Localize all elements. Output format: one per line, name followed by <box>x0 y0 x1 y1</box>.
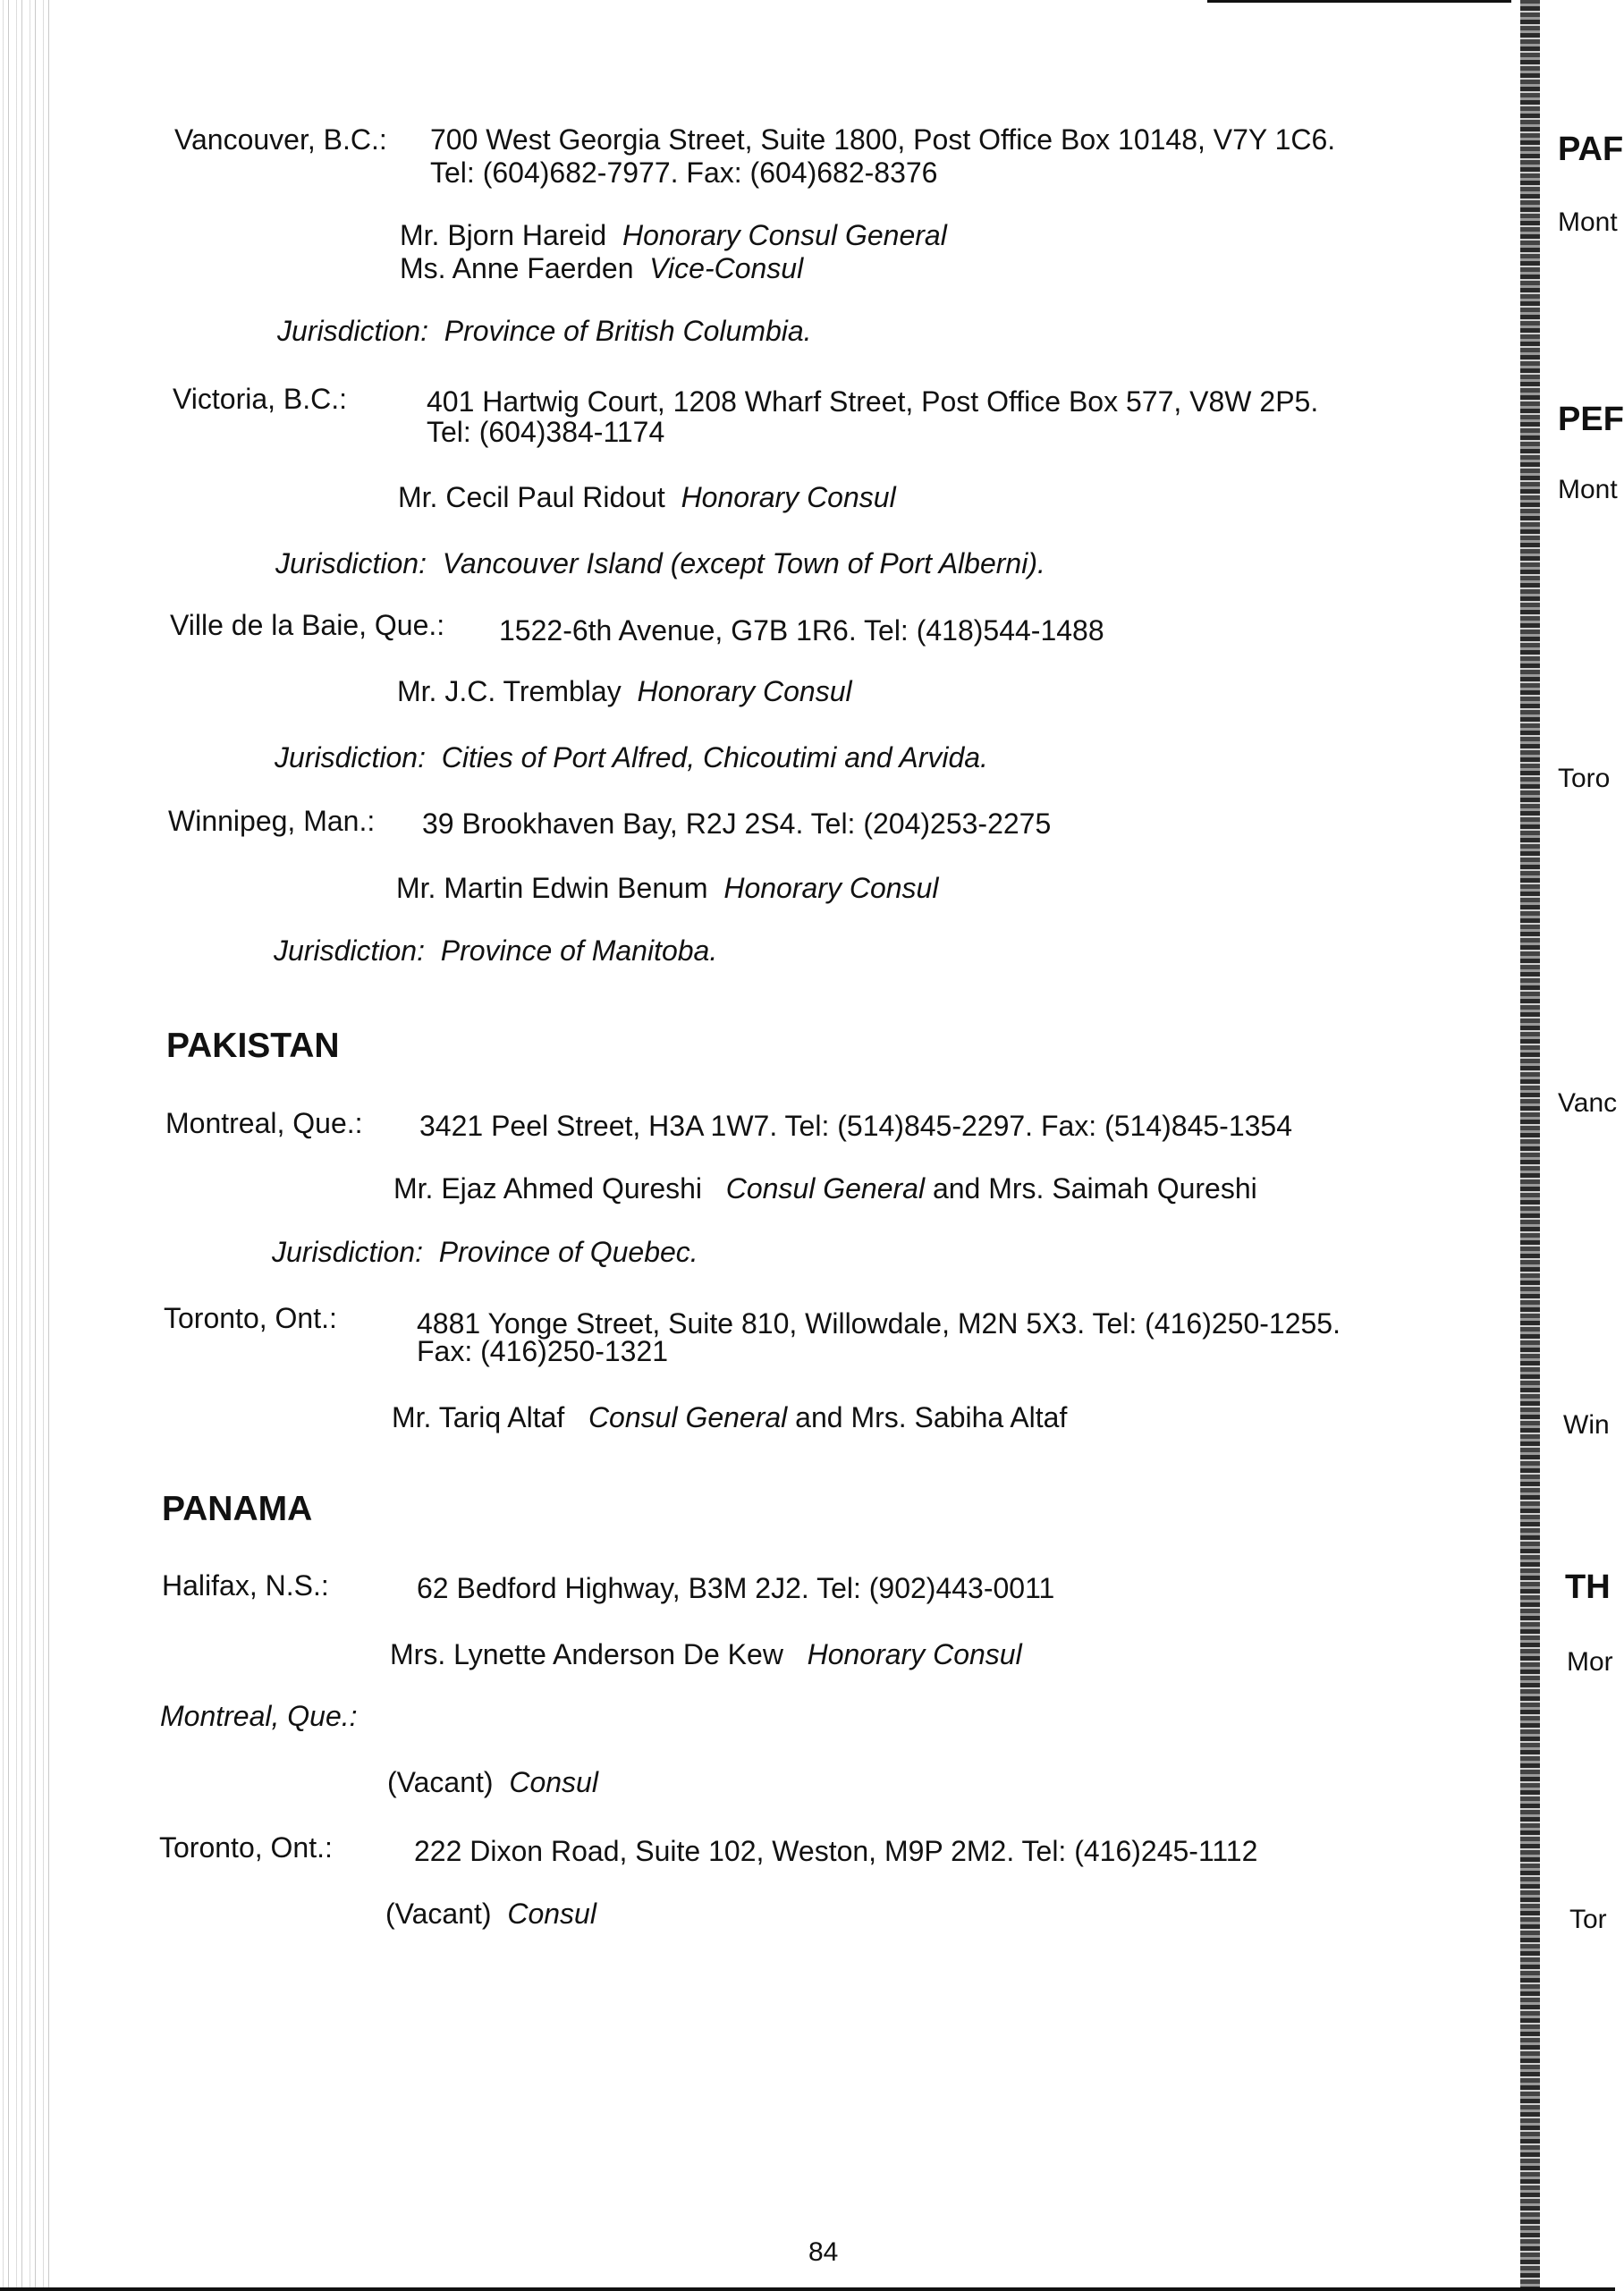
pakistan-toronto-address-2: Fax: (416)250-1321 <box>417 1335 669 1367</box>
winnipeg-city: Winnipeg, Man.: <box>168 805 376 837</box>
right-fragment-heading-1: PAF <box>1558 131 1624 168</box>
pakistan-toronto-city: Toronto, Ont.: <box>164 1302 337 1334</box>
victoria-address-2: Tel: (604)384-1174 <box>427 416 665 448</box>
right-fragment-6: Mor <box>1567 1647 1613 1677</box>
ville-de-la-baie-person: Mr. J.C. Tremblay Honorary Consul <box>397 675 852 707</box>
pakistan-toronto-person: Mr. Tariq Altaf Consul General and Mrs. Sabiha Altaf <box>392 1401 1068 1433</box>
panama-montreal-person: (Vacant) Consul <box>387 1766 598 1798</box>
pakistan-montreal-person: Mr. Ejaz Ahmed Qureshi Consul General and Mrs. Saimah Qureshi <box>393 1172 1257 1205</box>
winnipeg-person: Mr. Martin Edwin Benum Honorary Consul <box>396 872 939 904</box>
panama-halifax-person: Mrs. Lynette Anderson De Kew Honorary Consul <box>390 1638 1022 1670</box>
victoria-city: Victoria, B.C.: <box>173 383 348 415</box>
right-fragment-5: Win <box>1563 1410 1610 1440</box>
panama-heading: PANAMA <box>162 1490 313 1528</box>
pakistan-heading: PAKISTAN <box>166 1027 340 1065</box>
panama-toronto-address: 222 Dixon Road, Suite 102, Weston, M9P 2M2. Tel: (416)245-1112 <box>414 1835 1258 1867</box>
pakistan-montreal-city: Montreal, Que.: <box>165 1107 363 1139</box>
vancouver-person-1: Mr. Bjorn Hareid Honorary Consul General <box>400 219 947 251</box>
right-fragment-2: Mont <box>1558 475 1618 504</box>
right-fragment-heading-3: TH <box>1565 1568 1611 1606</box>
winnipeg-address: 39 Brookhaven Bay, R2J 2S4. Tel: (204)253-2275 <box>422 807 1052 840</box>
vancouver-person-2: Ms. Anne Faerden Vice-Consul <box>400 252 804 284</box>
ville-de-la-baie-address: 1522-6th Avenue, G7B 1R6. Tel: (418)544-1488 <box>499 614 1104 647</box>
pakistan-montreal-jurisdiction: Jurisdiction: Province of Quebec. <box>272 1236 698 1268</box>
ville-de-la-baie-city: Ville de la Baie, Que.: <box>170 609 445 641</box>
right-fragment-7: Tor <box>1569 1905 1607 1934</box>
pakistan-toronto-address-1: 4881 Yonge Street, Suite 810, Willowdale, M2N 5X3. Tel: (416)250-1255. <box>417 1307 1341 1340</box>
winnipeg-jurisdiction: Jurisdiction: Province of Manitoba. <box>274 934 718 967</box>
vancouver-address-1: 700 West Georgia Street, Suite 1800, Post Office Box 10148, V7Y 1C6. <box>430 123 1336 156</box>
panama-halifax-address: 62 Bedford Highway, B3M 2J2. Tel: (902)443-0011 <box>417 1572 1055 1604</box>
scan-left-edge <box>0 0 54 2291</box>
right-fragment-heading-2: PEF <box>1558 401 1624 438</box>
right-fragment-4: Vanc <box>1558 1088 1618 1118</box>
victoria-person: Mr. Cecil Paul Ridout Honorary Consul <box>398 481 896 513</box>
vancouver-jurisdiction: Jurisdiction: Province of British Columbia. <box>277 315 812 347</box>
panama-montreal-city: Montreal, Que.: <box>160 1700 358 1732</box>
right-fragment-1: Mont <box>1558 207 1618 237</box>
panama-toronto-person: (Vacant) Consul <box>385 1898 596 1930</box>
vancouver-city: Vancouver, B.C.: <box>174 123 387 156</box>
victoria-jurisdiction: Jurisdiction: Vancouver Island (except Town of Port Alberni). <box>275 547 1045 579</box>
book-spine <box>1520 0 1540 2291</box>
vancouver-address-2: Tel: (604)682-7977. Fax: (604)682-8376 <box>430 156 938 189</box>
victoria-address-1: 401 Hartwig Court, 1208 Wharf Street, Post Office Box 577, V8W 2P5. <box>427 385 1319 418</box>
right-fragment-3: Toro <box>1558 764 1611 793</box>
bottom-rule <box>0 2287 1615 2291</box>
panama-halifax-city: Halifax, N.S.: <box>162 1569 329 1602</box>
pakistan-montreal-address: 3421 Peel Street, H3A 1W7. Tel: (514)845-2297. Fax: (514)845-1354 <box>419 1110 1293 1142</box>
ville-de-la-baie-jurisdiction: Jurisdiction: Cities of Port Alfred, Chicoutimi and Arvida. <box>275 741 988 774</box>
top-rule <box>1207 0 1511 3</box>
panama-toronto-city: Toronto, Ont.: <box>159 1831 333 1864</box>
page-number: 84 <box>808 2237 839 2267</box>
